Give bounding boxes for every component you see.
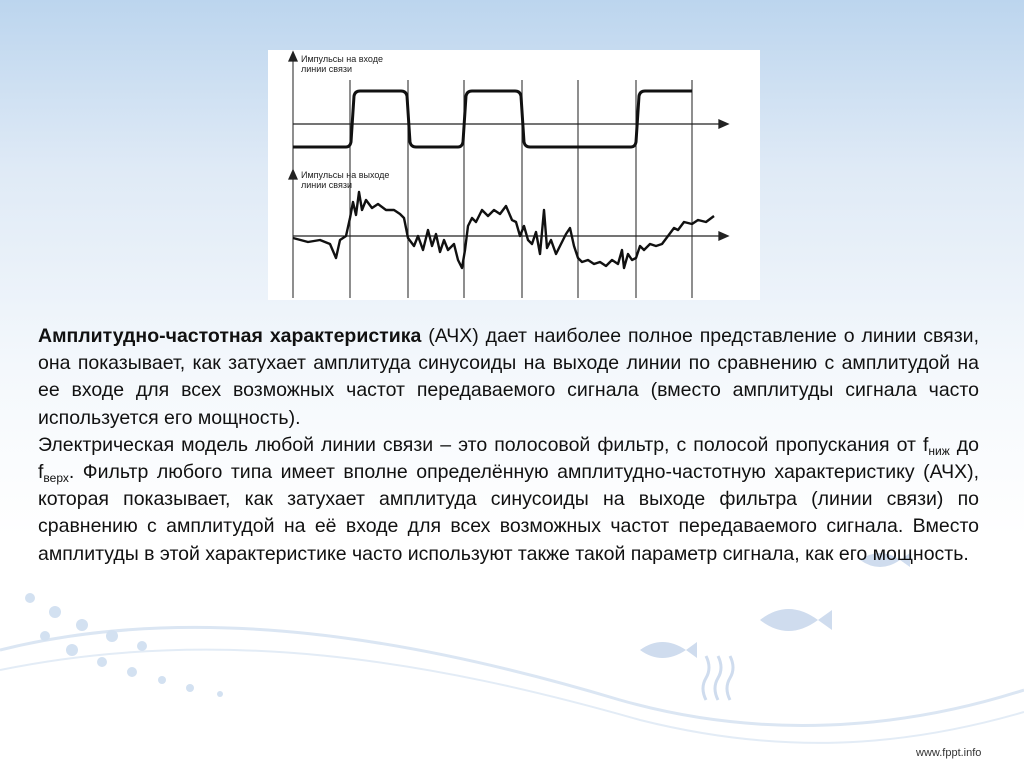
arrow-icon [719, 232, 728, 240]
wave-curve [0, 650, 1024, 743]
paragraph2-part3: . Фильтр любого типа имеет вполне определённую амплитудно-частотную характеристику (АЧХ), которая показывает, как затухает амплитуда синусоиды на выходе фильтра (линии связи) по сравнению с амплитудой на её входе для всех возможных частот передаваемого сигнала. Вместо амплитуды в этой характеристике часто используют также такой параметр сигнала, как его мощность. [38, 461, 979, 565]
paragraph2-part1: Электрическая модель любой линии связи – это полосовой фильтр, с полосой пропускания от f [38, 433, 929, 456]
fish-icon [760, 609, 832, 631]
fish-icon [640, 642, 697, 658]
body-text [38, 323, 979, 568]
arrow-icon [289, 170, 297, 179]
paragraph-frequency-response [38, 323, 979, 432]
output-noisy-signal [293, 192, 714, 268]
seaweed-icon [703, 656, 733, 700]
arrow-icon [289, 52, 297, 61]
subscript-upper: верх [43, 471, 69, 486]
term-frequency-response: Амплитудно-частотная характеристика [38, 325, 422, 347]
arrow-icon [719, 120, 728, 128]
paragraph-filter-model [38, 432, 979, 568]
subscript-lower: ниж [928, 443, 950, 458]
dot-pattern [25, 593, 223, 697]
wave-curve [0, 627, 1024, 725]
footer-url: www.fppt.info [916, 747, 982, 759]
input-pulse-signal [293, 91, 692, 147]
output-label-line1: Импульсы на выходе [301, 170, 390, 180]
signal-diagram [268, 50, 760, 300]
output-label-line2: линии связи [301, 180, 353, 190]
fish-silhouettes [640, 553, 910, 658]
signal-diagram-svg [268, 50, 760, 300]
paragraph1-text: (АЧХ) дает наиболее полное представление о линии связи, она показывает, как затухает амплитуда синусоиды на выходе линии по сравнению с амплитудой на ее входе для всех возможных частот передаваемого сигнала (вместо амплитуды сигнала часто используется его мощность). [38, 325, 979, 429]
input-label-line1: Импульсы на входе [301, 54, 383, 64]
input-label-line2: линии связи [301, 64, 353, 74]
paragraph2-part2: до f [38, 433, 979, 484]
